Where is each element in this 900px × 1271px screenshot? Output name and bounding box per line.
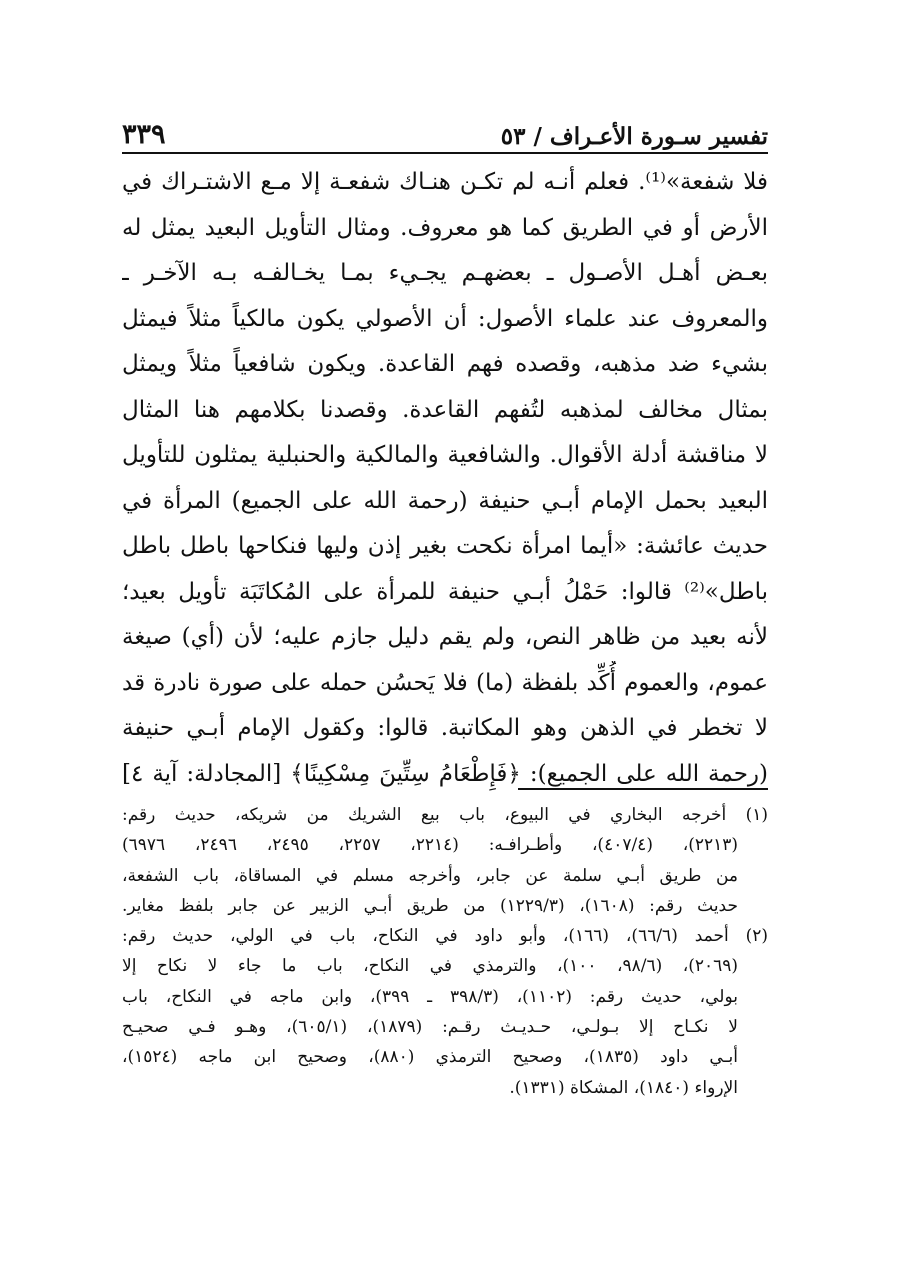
text-line: لأنه بعيد من ظاهر النص، ولم يقم دليل جازم عليه؛ لأن (أي) صيغة xyxy=(122,624,768,650)
footnote-line: (٢) أحمد (٦٦/٦)، (١٦٦)، وأبو داود في النكاح، باب في الولي، حديث رقم: xyxy=(122,926,768,947)
footnote-line: أبـي داود (١٨٣٥)، وصحيح الترمذي (٨٨٠)، وصحيح ابن ماجه (١٥٢٤)، xyxy=(122,1047,738,1068)
text-line: باطل»⁽²⁾ قالوا: حَمْلُ أبـي حنيفة للمرأة على المُكاتَبَة تأويل بعيد؛ xyxy=(122,578,768,605)
text-line: لا مناقشة أدلة الأقوال. والشافعية والمالكية والحنبلية يمثلون للتأويل xyxy=(122,442,768,468)
text-line: لا تخطر في الذهن وهو المكاتبة. قالوا: وكقول الإمام أبـي حنيفة xyxy=(122,715,768,741)
text-line: والمعروف عند علماء الأصول: أن الأصولي يكون مالكياً مثلاً فيمثل xyxy=(122,305,768,332)
footnote-line: الإرواء (١٨٤٠)، المشكاة (١٣٣١). xyxy=(509,1077,738,1098)
text-line: الأرض أو في الطريق كما هو معروف. ومثال التأويل البعيد يمثل له xyxy=(122,214,768,241)
text-line: (رحمة الله على الجميع): ﴿فَإِطْعَامُ سِتِّينَ مِسْكِينًا﴾ [المجادلة: آية ٤] xyxy=(122,760,768,787)
text-line: بمثال مخالف لمذهبه لتُفهم القاعدة. وقصدنا بكلامهم هنا المثال xyxy=(122,396,768,423)
page-number: ٣٣٩ xyxy=(122,119,166,150)
footnote-line: بولي، حديث رقم: (١١٠٢)، (٣٩٨/٣ ـ ٣٩٩)، وابن ماجه في النكاح، باب xyxy=(122,986,738,1007)
footnote-line: لا نكـاح إلا بـولـي، حـديـث رقـم: (١٨٧٩)، (٦٠٥/١)، وهـو فـي صحيـح xyxy=(122,1017,738,1038)
text-line: بعـض أهـل الأصـول ـ بعضهـم يجـيء بمـا يخـالفـه بـه الآخـر ـ xyxy=(122,260,768,286)
running-title: تفسير سـورة الأعـراف / ٥٣ xyxy=(500,123,768,150)
footnote-line: (١) أخرجه البخاري في البيوع، باب بيع الشريك من شريكه، حديث رقم: xyxy=(122,805,768,825)
footnote-line: من طريق أبـي سلمة عن جابر، وأخرجه مسلم في المساقاة، باب الشفعة، xyxy=(122,865,738,886)
text-line: البعيد بحمل الإمام أبـي حنيفة (رحمة الله على الجميع) المرأة في xyxy=(122,487,768,514)
footnote-separator xyxy=(518,788,768,790)
footnote-line: حديث رقم: (١٦٠٨)، (١٢٢٩/٣) من طريق أبـي الزبير عن جابر بلفظ مغاير. xyxy=(122,895,738,916)
footnote-line: (٢٠٦٩)، (٩٨/٦، ١٠٠)، والترمذي في النكاح، باب ما جاء لا نكاح إلا xyxy=(122,956,739,977)
footnotes xyxy=(122,800,768,1103)
text-line: بشيء ضد مذهبه، وقصده فهم القاعدة. ويكون شافعياً مثلاً ويمثل xyxy=(122,351,768,377)
text-line: عموم، والعموم أُكِّد بلفظة (ما) فلا يَحسُن حمله على صورة نادرة قد xyxy=(122,669,768,696)
text-line: فلا شفعة»⁽¹⁾. فعلم أنـه لم تكـن هنـاك شفعـة إلا مـع الاشتـراك في xyxy=(122,169,768,195)
page-header xyxy=(122,108,768,154)
text-line: حديث عائشة: «أيما امرأة نكحت بغير إذن وليها فنكاحها باطل باطل xyxy=(122,533,768,559)
footnote-line: (٢٢١٣)، (٤٠٧/٤)، وأطـرافـه: (٢٢١٤، ٢٢٥٧، ٢٤٩٥، ٢٤٩٦، ٦٩٧٦) xyxy=(122,835,739,856)
main-text xyxy=(122,160,768,797)
